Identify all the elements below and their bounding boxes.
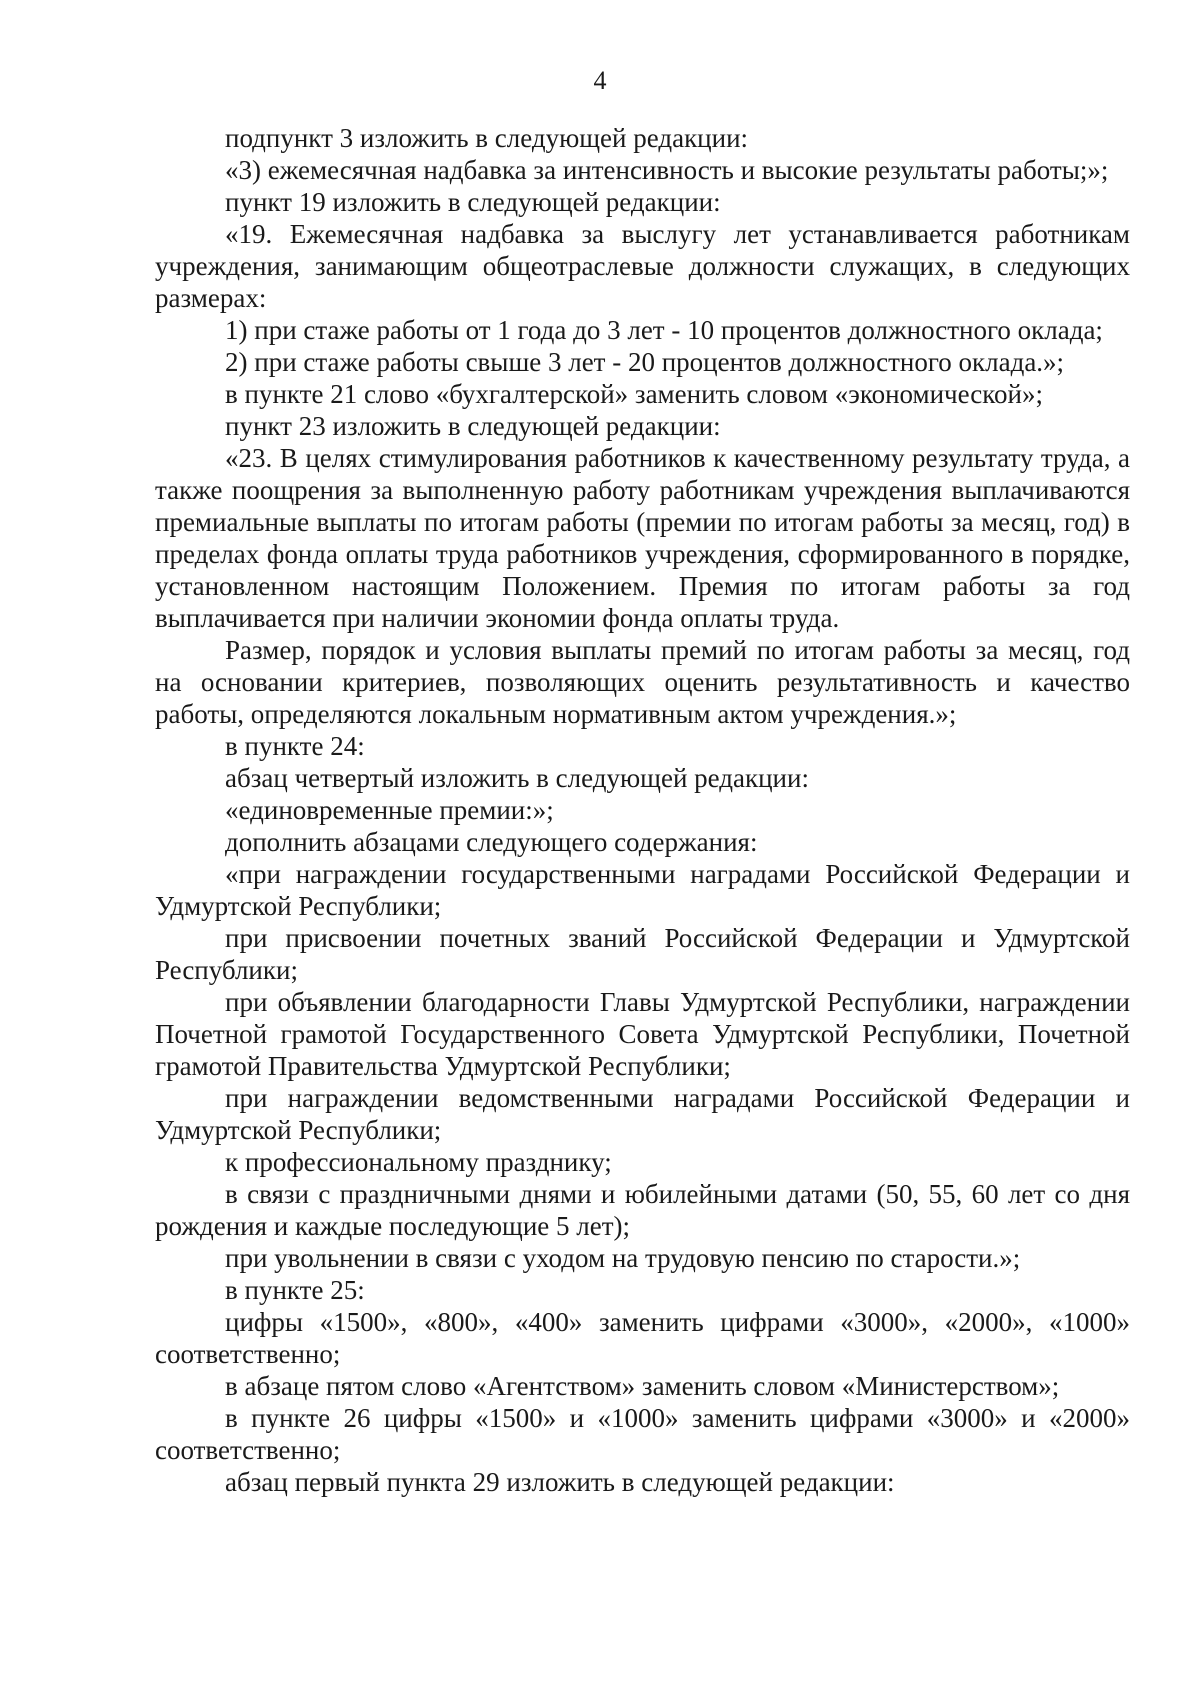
paragraph: пункт 23 изложить в следующей редакции: <box>225 411 721 441</box>
paragraph: дополнить абзацами следующего содержания: <box>225 827 758 857</box>
paragraph: к профессиональному празднику; <box>225 1147 612 1177</box>
paragraph: в абзаце пятом слово «Агентством» заменить словом «Министерством»; <box>225 1371 1060 1401</box>
paragraph: «единовременные премии:»; <box>225 795 554 825</box>
page-number: 4 <box>593 66 607 95</box>
paragraph: в пункте 21 слово «бухгалтерской» заменить словом «экономической»; <box>225 379 1043 409</box>
paragraph: «19. Ежемесячная надбавка за выслугу лет устанавливается работникам учреждения, занимающим общеотраслевые должности служащих, в следующих размерах: <box>155 219 1130 313</box>
paragraph: Размер, порядок и условия выплаты премий по итогам работы за месяц, год на основании критериев, позволяющих оценить результативность и качество работы, определяются локальным нормативным актом учреждения.»; <box>155 635 1130 729</box>
paragraph: в связи с праздничными днями и юбилейными датами (50, 55, 60 лет со дня рождения и каждые последующие 5 лет); <box>155 1179 1130 1241</box>
paragraph: в пункте 26 цифры «1500» и «1000» заменить цифрами «3000» и «2000» соответственно; <box>155 1403 1130 1465</box>
paragraph: 2) при стаже работы свыше 3 лет - 20 процентов должностного оклада.»; <box>225 347 1065 377</box>
paragraph: абзац первый пункта 29 изложить в следующей редакции: <box>225 1467 895 1497</box>
paragraph: пункт 19 изложить в следующей редакции: <box>225 187 721 217</box>
paragraph: при увольнении в связи с уходом на трудовую пенсию по старости.»; <box>225 1243 1021 1273</box>
paragraph: «23. В целях стимулирования работников к качественному результату труда, а также поощрения за выполненную работу работникам учреждения выплачиваются премиальные выплаты по итогам работы (премии по итогам работы за месяц, год) в пределах фонда оплаты труда работников учреждения, сформированного в порядке, установленном настоящим Положением. Премия по итогам работы за год выплачивается при наличии экономии фонда оплаты труда. <box>155 443 1130 633</box>
paragraph: при присвоении почетных званий Российской Федерации и Удмуртской Республики; <box>155 923 1130 985</box>
paragraph: «3) ежемесячная надбавка за интенсивность и высокие результаты работы;»; <box>225 155 1109 185</box>
paragraph: цифры «1500», «800», «400» заменить цифрами «3000», «2000», «1000» соответственно; <box>155 1307 1130 1369</box>
document-body <box>155 122 1130 1498</box>
paragraph: 1) при стаже работы от 1 года до 3 лет - 10 процентов должностного оклада; <box>225 315 1103 345</box>
paragraph: в пункте 25: <box>225 1275 365 1305</box>
paragraph: в пункте 24: <box>225 731 365 761</box>
paragraph: «при награждении государственными наградами Российской Федерации и Удмуртской Республики; <box>155 859 1130 921</box>
paragraph: подпункт 3 изложить в следующей редакции: <box>225 123 749 153</box>
paragraph: при награждении ведомственными наградами Российской Федерации и Удмуртской Республики; <box>155 1083 1130 1145</box>
paragraph: абзац четвертый изложить в следующей редакции: <box>225 763 809 793</box>
paragraph: при объявлении благодарности Главы Удмуртской Республики, награждении Почетной грамотой Государственного Совета Удмуртской Республики, Почетной грамотой Правительства Удмуртской Республики; <box>155 987 1130 1081</box>
